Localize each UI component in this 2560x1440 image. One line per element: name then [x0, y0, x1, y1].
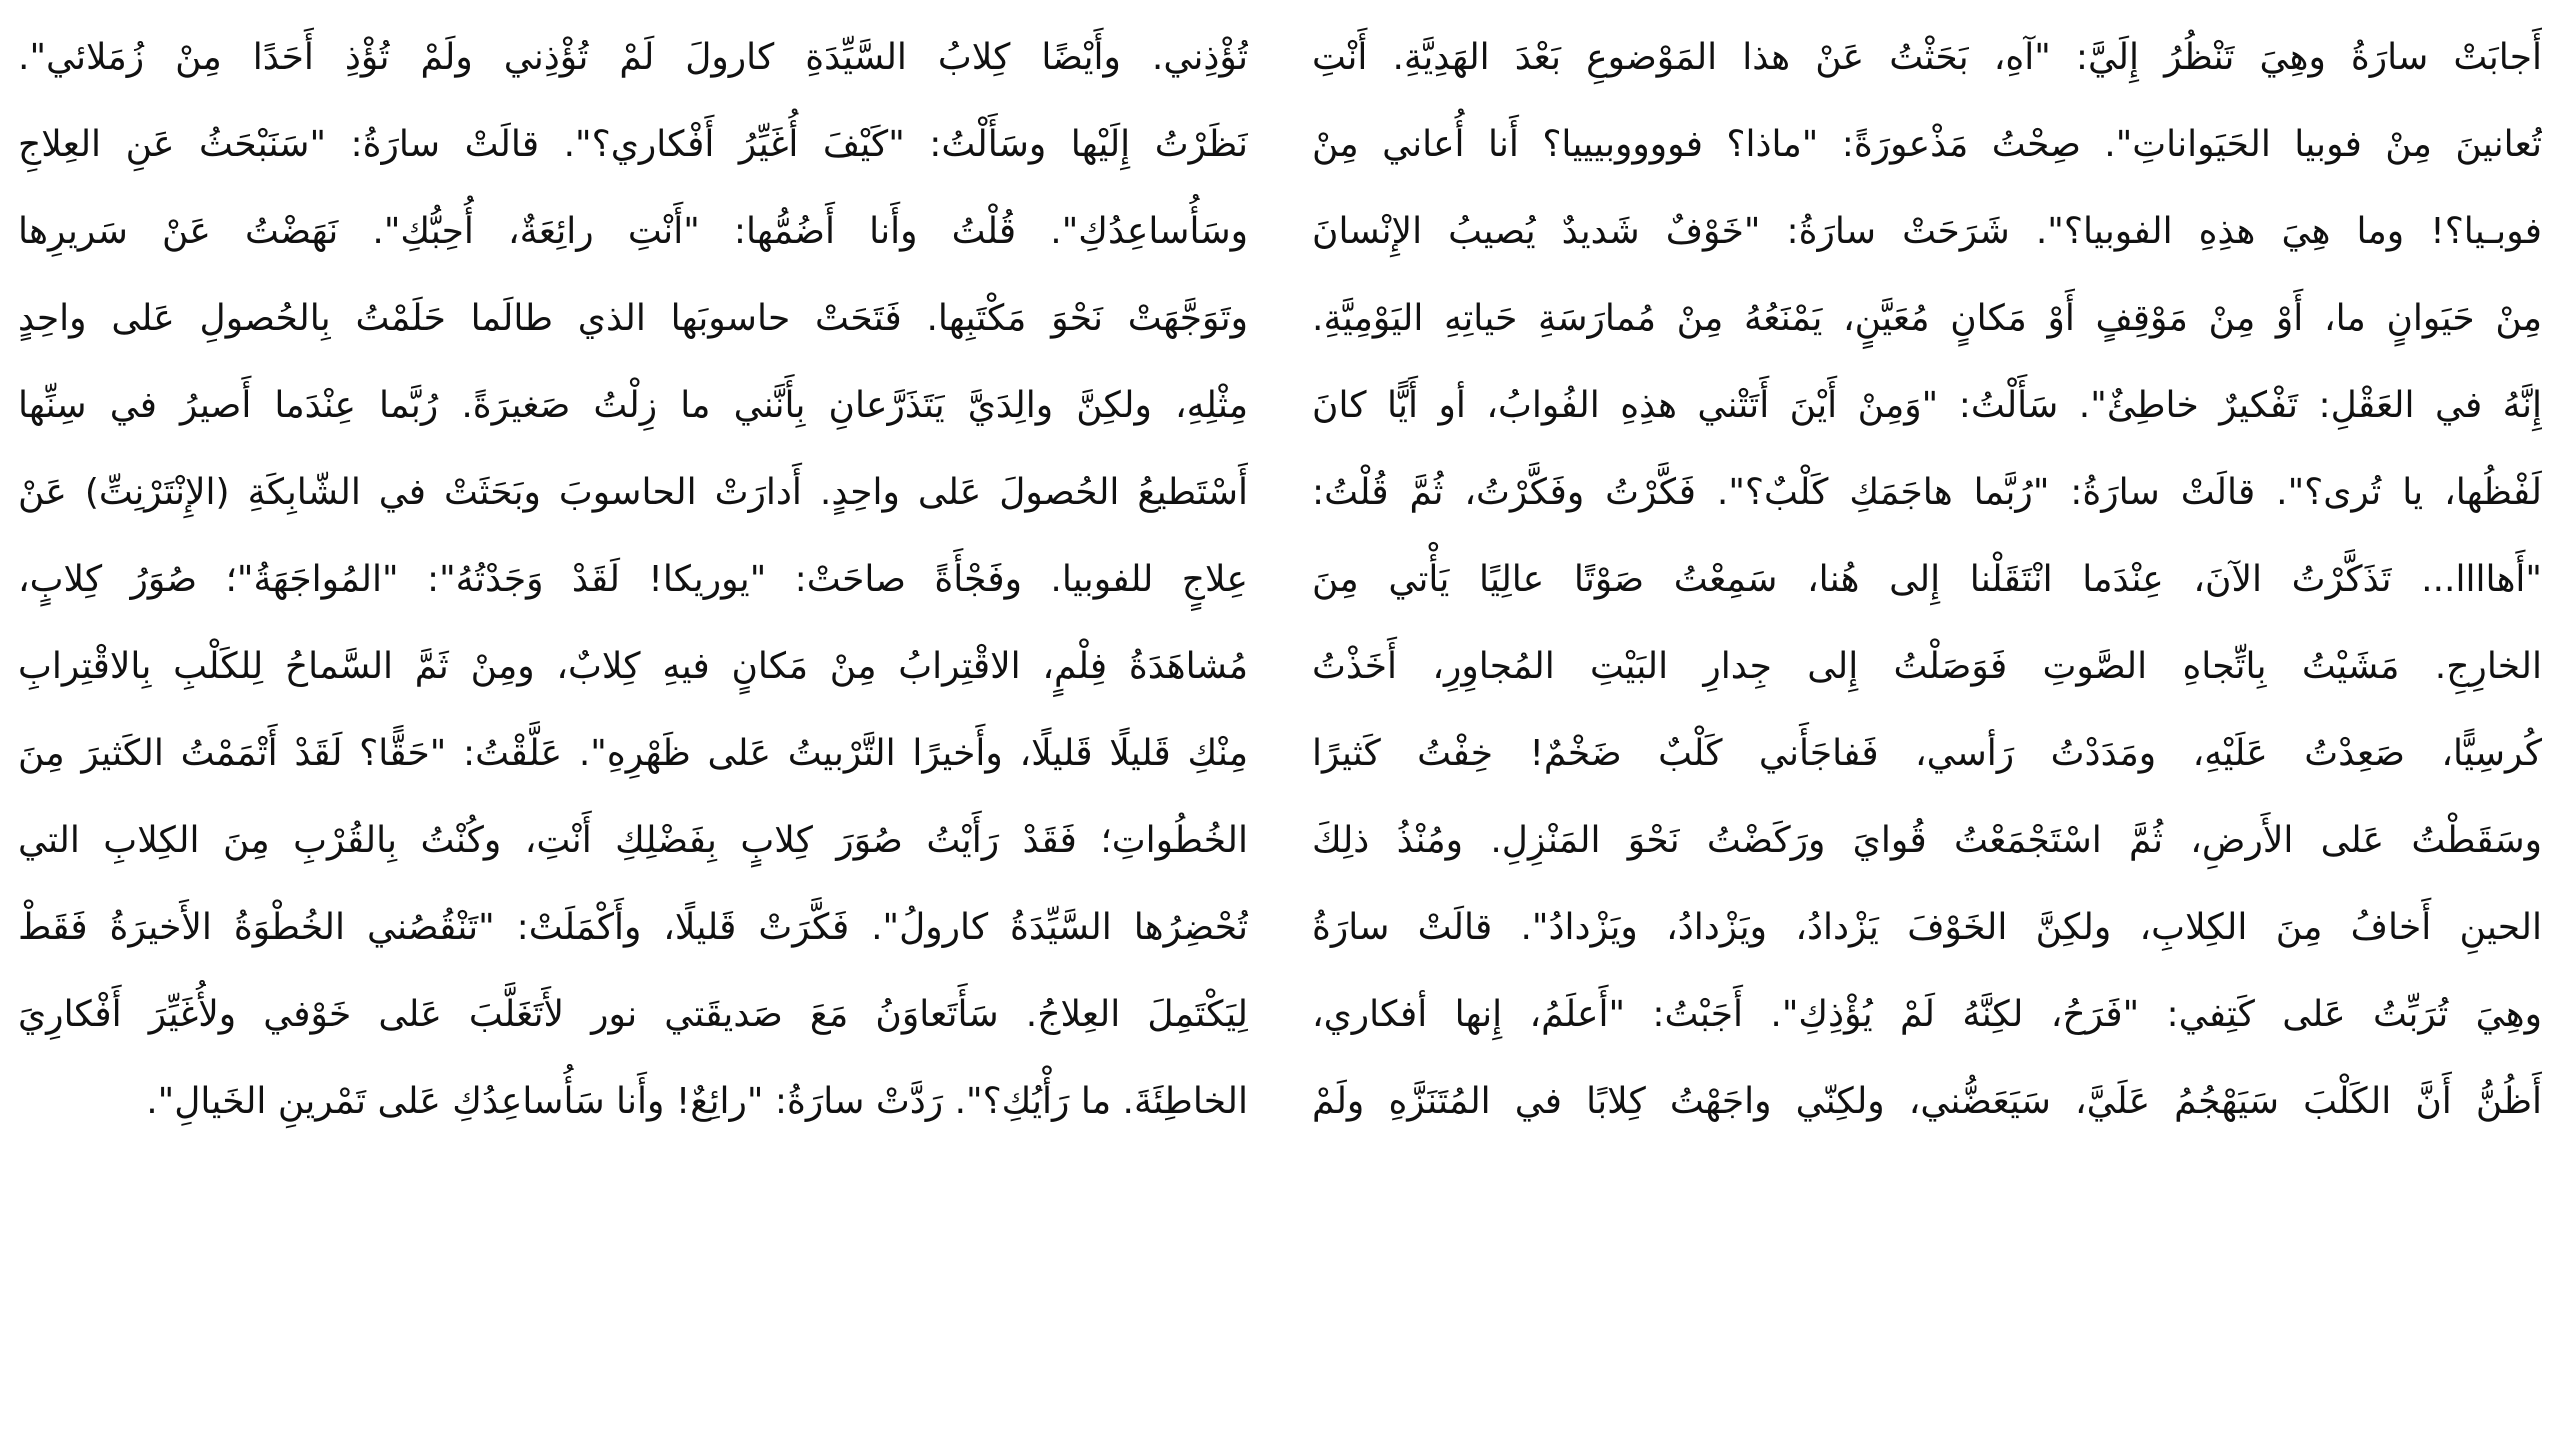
text-line: تُحْضِرُها السَّيِّدَةُ كارولُ". فَكَّرَتْ قَليلًا، وأَكْمَلَتْ: "تَنْقُصُني الخُطْوَةُ الأَخيرَةُ فَقَطْ	[18, 907, 1248, 948]
text-line: أَجابَتْ سارَةُ وهِيَ تَنْظُرُ إِلَيَّ: "آهِ، بَحَثْتُ عَنْ هذا المَوْضوعِ بَعْدَ الهَدِيَّةِ. أَنْتِ	[1312, 37, 2542, 78]
text-line: الحينِ أَخافُ مِنَ الكِلابِ، ولكِنَّ الخَوْفَ يَزْدادُ، ويَزْدادُ، ويَزْدادُ". قالَتْ سارَةُ	[1312, 907, 2542, 948]
text-line: وتَوَجَّهَتْ نَحْوَ مَكْتَبِها. فَتَحَتْ حاسوبَها الذي طالَما حَلَمْتُ بِالحُصولِ عَلى واحِدٍ	[18, 298, 1248, 339]
text-line: لَفْظُها، يا تُرى؟". قالَتْ سارَةُ: "رُبَّما هاجَمَكِ كَلْبٌ؟". فَكَّرْتُ وفَكَّرْتُ، ثُمَّ قُلْتُ:	[1312, 472, 2542, 513]
text-line: نَظَرْتُ إِلَيْها وسَأَلْتُ: "كَيْفَ أُغَيِّرُ أَفْكاري؟". قالَتْ سارَةُ: "سَنَبْحَثُ عَنِ العِلاجِ	[18, 124, 1248, 165]
text-line: مُشاهَدَةُ فِلْمٍ، الاقْتِرابُ مِنْ مَكانٍ فيهِ كِلابٌ، ومِنْ ثَمَّ السَّماحُ لِلكَلْبِ بِالاقْتِرابِ	[18, 646, 1248, 687]
text-line: مِنْكِ قَليلًا قَليلًا، وأَخيرًا التَّرْبيتُ عَلى ظَهْرِهِ". عَلَّقْتُ: "حَقًّا؟ لَقَدْ أَتْمَمْتُ الكَثيرَ مِنَ	[18, 733, 1248, 774]
text-line: الخارِجِ. مَشَيْتُ بِاتِّجاهِ الصَّوتِ فَوَصَلْتُ إِلى جِدارِ البَيْتِ المُجاوِرِ، أَخَذْتُ	[1312, 646, 2542, 687]
text-line: تُؤْذِني. وأَيْضًا كِلابُ السَّيِّدَةِ كارولَ لَمْ تُؤْذِني ولَمْ تُؤْذِ أَحَدًا مِنْ زُمَلائي".	[18, 37, 1248, 78]
text-line: مِثْلِهِ، ولكِنَّ والِدَيَّ يَتَذَرَّعانِ بِأَنَّني ما زِلْتُ صَغيرَةً. رُبَّما عِنْدَما أَصيرُ في سِنِّها	[18, 385, 1248, 426]
text-line: مِنْ حَيَوانٍ ما، أَوْ مِنْ مَوْقِفٍ أَوْ مَكانٍ مُعَيَّنٍ، يَمْنَعُهُ مِنْ مُمارَسَةِ حَياتِهِ اليَوْمِيَّةِ.	[1312, 298, 2542, 339]
text-line: أَسْتَطيعُ الحُصولَ عَلى واحِدٍ. أَدارَتْ الحاسوبَ وبَحَثَتْ في الشّابِكَةِ (الإِنْتَرْنِتِّ) عَنْ	[18, 472, 1248, 513]
text-line: عِلاجٍ للفوبيا. وفَجْأَةً صاحَتْ: "يوريكا! لَقَدْ وَجَدْتُهُ": "المُواجَهَةُ"؛ صُوَرُ كِلابٍ،	[18, 559, 1248, 600]
right-text-column	[1312, 14, 2542, 1145]
left-text-column	[18, 14, 1248, 1145]
text-line: وسَقَطْتُ عَلى الأَرضِ، ثُمَّ اسْتَجْمَعْتُ قُوايَ ورَكَضْتُ نَحْوَ المَنْزِلِ. ومُنْذُ ذلِكَ	[1312, 820, 2542, 861]
text-line: وهِيَ تُرَبِّتُ عَلى كَتِفي: "فَرَحُ، لكِنَّهُ لَمْ يُؤْذِكِ". أَجَبْتُ: "أَعلَمُ، إِنها أفكاري،	[1312, 994, 2542, 1035]
text-line: وسَأُساعِدُكِ". قُلْتُ وأَنا أَضُمُّها: "أَنْتِ رائِعَةٌ، أُحِبُّكِ". نَهَضْتُ عَنْ سَريرِها	[18, 211, 1248, 252]
text-line: لِيَكْتَمِلَ العِلاجُ. سَأَتَعاوَنُ مَعَ صَديقَتي نور لأَتَغَلَّبَ عَلى خَوْفي ولأُغَيِّرَ أَفْكارِيَ	[18, 994, 1248, 1035]
text-line: الخُطُواتِ؛ فَقَدْ رَأَيْتُ صُوَرَ كِلابٍ بِفَضْلِكِ أَنْتِ، وكُنْتُ بِالقُرْبِ مِنَ الكِلابِ التي	[18, 820, 1248, 861]
text-line: فوبـيا؟! وما هِيَ هذِهِ الفوبيا؟". شَرَحَتْ سارَةُ: "خَوْفٌ شَديدٌ يُصيبُ الإِنْسانَ	[1312, 211, 2542, 252]
text-line: تُعانينَ مِنْ فوبيا الحَيَواناتِ". صِحْتُ مَذْعورَةً: "ماذا؟ فووووبيييا؟ أَنا أُعاني مِنْ	[1312, 124, 2542, 165]
text-line: الخاطِئَةَ. ما رَأْيُكِ؟". رَدَّتْ سارَةُ: "رائِعٌ! وأَنا سَأُساعِدُكِ عَلى تَمْرينِ الخَيالِ".	[146, 1081, 1248, 1122]
text-line: كُرسِيًّا، صَعِدْتُ عَلَيْهِ، ومَدَدْتُ رَأسي، فَفاجَأَني كَلْبٌ ضَخْمٌ! خِفْتُ كَثيرًا	[1312, 733, 2542, 774]
text-line: إِنَّهُ في العَقْلِ: تَفْكيرٌ خاطِئٌ". سَأَلْتُ: "وَمِنْ أَيْنَ أَتَتْني هذِهِ الفُوابُ، أو أَيًّا كانَ	[1312, 385, 2542, 426]
text-line: "أَهاااا... تَذَكَّرْتُ الآنَ، عِنْدَما انْتَقَلْنا إِلى هُنا، سَمِعْتُ صَوْتًا عالِيًا يَأْتي مِنَ	[1312, 559, 2542, 600]
text-line: أَظُنُّ أَنَّ الكَلْبَ سَيَهْجُمُ عَلَيَّ، سَيَعَضُّني، ولكِنّي واجَهْتُ كِلابًا في المُتَنَزَّهِ ولَمْ	[1312, 1081, 2542, 1122]
